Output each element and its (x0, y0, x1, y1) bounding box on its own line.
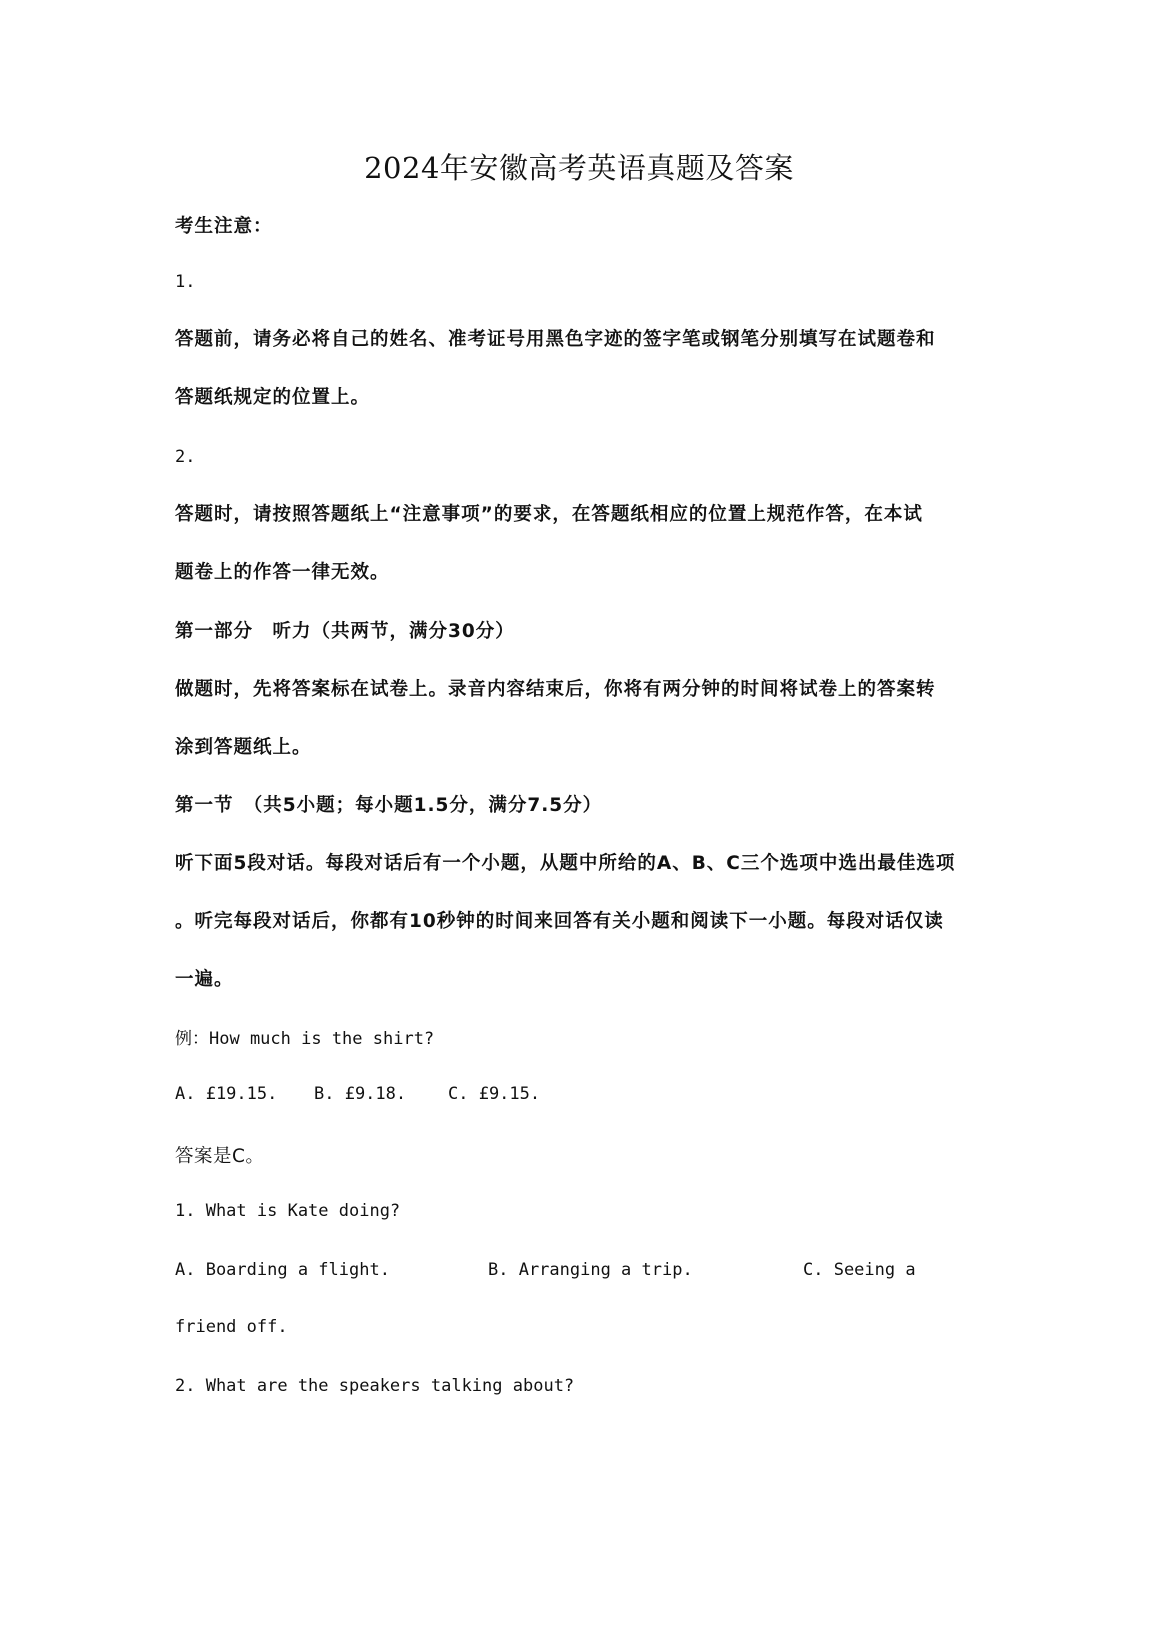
part1-intro-line1: 做题时，先将答案标在试卷上。录音内容结束后，你将有两分钟的时间将试卷上的答案转 (175, 679, 936, 700)
notice-heading: 考生注意： (175, 216, 273, 237)
notice-item2-line2: 题卷上的作答一律无效。 (175, 562, 390, 583)
section1-heading: 第一节 （共5小题；每小题1.5分，满分7.5分） (175, 795, 603, 816)
question-2: 2. What are the speakers talking about? (175, 1376, 575, 1396)
question-1-option-c-continuation: friend off. (175, 1317, 288, 1337)
part1-heading: 第一部分 听力（共两节，满分30分） (175, 621, 515, 642)
notice-item2-number: 2. (175, 447, 196, 467)
section1-instruction-line2: 。听完每段对话后，你都有10秒钟的时间来回答有关小题和阅读下一小题。每段对话仅读 (175, 911, 944, 932)
question-1-option-c: C. Seeing a (803, 1260, 916, 1280)
example-question: 例：How much is the shirt? (175, 1029, 435, 1049)
example-option-b: B. £9.18. (314, 1084, 407, 1104)
question-1-option-b: B. Arranging a trip. (488, 1260, 693, 1280)
example-option-a: A. £19.15. (175, 1084, 278, 1104)
question-1-option-a: A. Boarding a flight. (175, 1260, 390, 1280)
notice-item1-line2: 答题纸规定的位置上。 (175, 387, 371, 408)
section1-instruction-line1: 听下面5段对话。每段对话后有一个小题，从题中所给的A、B、C三个选项中选出最佳选项 (175, 853, 956, 874)
section1-instruction-line3: 一遍。 (175, 969, 234, 990)
question-1: 1. What is Kate doing? (175, 1201, 401, 1221)
notice-item1-line1: 答题前，请务必将自己的姓名、准考证号用黑色字迹的签字笔或钢笔分别填写在试题卷和 (175, 329, 936, 350)
notice-item2-line1: 答题时，请按照答题纸上“注意事项”的要求，在答题纸相应的位置上规范作答，在本试 (175, 504, 923, 525)
document-title: 2024年安徽高考英语真题及答案 (364, 151, 794, 185)
notice-item1-number: 1. (175, 272, 196, 292)
example-option-c: C. £9.15. (448, 1084, 541, 1104)
example-answer: 答案是C。 (175, 1146, 265, 1167)
part1-intro-line2: 涂到答题纸上。 (175, 737, 312, 758)
